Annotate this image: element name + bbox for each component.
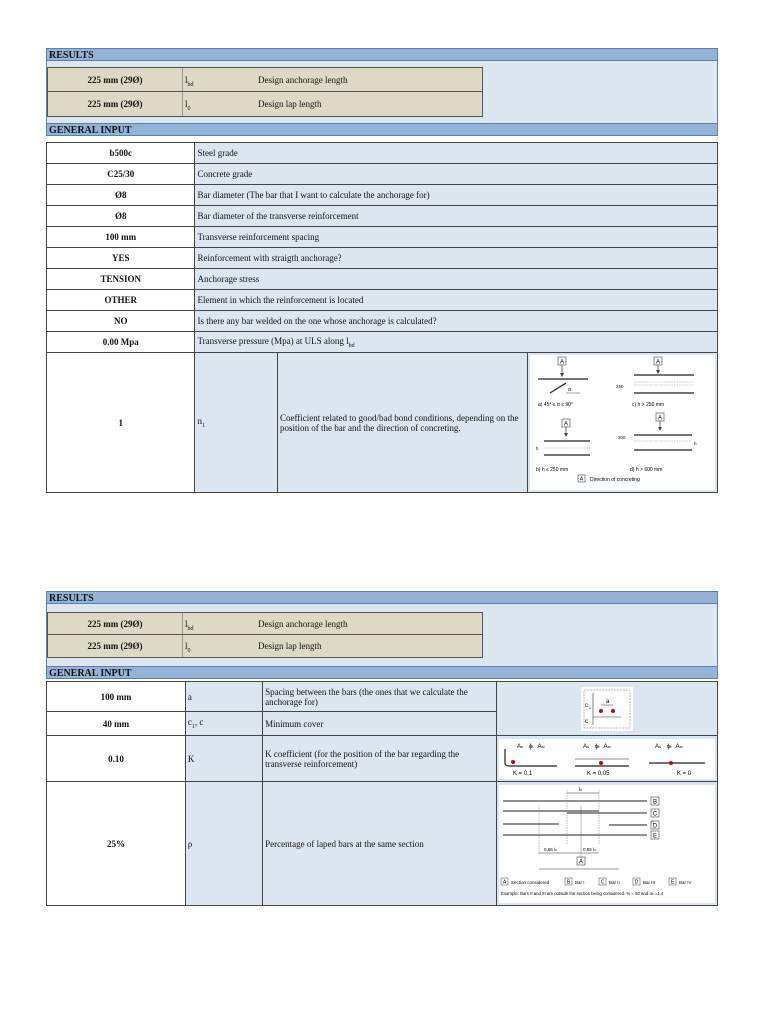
bar-b-label: B — [652, 799, 657, 805]
result-value: 225 mm (29Ø) — [48, 635, 183, 657]
lap-example-text: Example: Bars II and III are outside the section being considered. % = 50 and α6 =1,4 — [500, 890, 663, 896]
input-row — [47, 290, 718, 311]
input-row — [47, 227, 718, 248]
input-desc: Anchorage stress — [195, 269, 718, 290]
bar-d-label: D — [652, 823, 657, 829]
legend-e-box: E — [670, 879, 674, 885]
section-box-label: A — [578, 859, 583, 865]
input-row — [47, 248, 718, 269]
result-desc: Design lap length — [258, 641, 322, 651]
input-row — [47, 143, 718, 164]
legend-d-text: Bar III — [642, 879, 655, 885]
direction-box-label: A — [559, 359, 564, 366]
input-value[interactable]: YES — [47, 248, 195, 269]
spacing-figure — [496, 682, 717, 736]
panel-c-label: c) h > 250 mm — [631, 402, 664, 408]
general-input-header: GENERAL INPUT — [46, 123, 718, 136]
input-value[interactable]: C25/30 — [47, 164, 195, 185]
result-anchorage-row — [47, 67, 483, 92]
result-symbol: $l_0$ — [185, 99, 191, 112]
input-symbol: a — [185, 682, 262, 712]
k-label-0: K = 0 — [676, 770, 691, 777]
spacing-figure-svg — [581, 687, 633, 731]
input-desc: Transverse reinforcement spacing — [195, 227, 718, 248]
k-label-01: K = 0,1 — [512, 770, 532, 777]
input-value[interactable]: OTHER — [47, 290, 195, 311]
results-block — [46, 604, 718, 666]
dim-300-label: 300 — [617, 435, 626, 440]
dim-065-left: 0,65 l0 — [543, 846, 557, 852]
legend-d-box: D — [634, 879, 639, 885]
result-anchorage-row — [47, 612, 483, 635]
direction-box-label: A — [655, 359, 660, 366]
result-value: 225 mm (29Ø) — [48, 68, 183, 91]
result-lap-row — [47, 92, 483, 117]
legend-b-text: Bar I — [574, 879, 585, 885]
direction-box-label: A — [563, 421, 568, 428]
panel-b-label: b) h ≤ 250 mm — [535, 467, 568, 473]
input-row-lap-percentage — [47, 782, 718, 906]
input-value[interactable]: 25% — [47, 782, 186, 906]
general-input-table — [46, 142, 718, 493]
legend-label: Direction of concreting — [589, 477, 640, 483]
bond-condition-row — [47, 353, 718, 493]
result-lap-row — [47, 635, 483, 658]
k-coefficient-figure — [496, 736, 717, 782]
results-header: RESULTS — [46, 591, 718, 604]
input-symbol: ρ — [185, 782, 262, 906]
input-value[interactable]: 40 mm — [47, 712, 186, 736]
input-value[interactable]: 1 — [47, 353, 195, 493]
sheet-1 — [46, 48, 718, 493]
input-desc: Bar diameter of the transverse reinforcement — [195, 206, 718, 227]
input-desc: Spacing between the bars (the ones that we calculate the anchorage for) — [263, 682, 497, 712]
c1-sub-label: 1 — [588, 705, 591, 710]
input-symbol: K — [185, 736, 262, 782]
c1-label: c — [584, 702, 588, 709]
input-desc: Bar diameter (The bar that I want to calculate the anchorage for) — [195, 185, 718, 206]
input-value[interactable]: Ø8 — [47, 185, 195, 206]
input-value[interactable]: 100 mm — [47, 227, 195, 248]
input-row-k — [47, 736, 718, 782]
result-value: 225 mm (29Ø) — [48, 92, 183, 116]
legend-a-text: Section considered — [510, 879, 549, 885]
input-row — [47, 311, 718, 332]
input-desc: Coefficient related to good/bad bond conditions, depending on the position of the bar and the direction of concreting. — [277, 353, 527, 493]
input-row — [47, 269, 718, 290]
h-label: h — [693, 441, 697, 446]
input-symbol: $n_1$ — [195, 353, 277, 493]
input-desc: Concrete grade — [195, 164, 718, 185]
k1-symbols: As ϕt Ast — [516, 743, 545, 750]
input-value[interactable]: Ø8 — [47, 206, 195, 227]
input-value[interactable]: b500c — [47, 143, 195, 164]
input-desc: Steel grade — [195, 143, 718, 164]
bar-c-label: C — [652, 811, 657, 817]
lap-figure-svg — [499, 785, 709, 901]
legend-e-text: Bar IV — [678, 879, 692, 885]
k2-symbols: As ϕt Ast — [582, 743, 611, 750]
input-desc: Minimum cover — [263, 712, 497, 736]
input-value[interactable]: 100 mm — [47, 682, 186, 712]
result-desc: Design anchorage length — [258, 75, 348, 85]
result-desc: Design anchorage length — [258, 619, 348, 629]
h-label: h — [535, 446, 539, 451]
bond-conditions-figure — [527, 353, 717, 493]
sheet-2 — [46, 591, 718, 906]
dim-065-right: 0,65 l0 — [582, 846, 596, 852]
panel-d-label: d) h > 600 mm — [629, 467, 663, 473]
legend-box-label: A — [579, 476, 583, 483]
input-row — [47, 164, 718, 185]
result-desc: Design lap length — [258, 99, 322, 109]
results-header: RESULTS — [46, 48, 718, 61]
input-row — [47, 332, 718, 353]
input-desc: Reinforcement with straigth anchorage? — [195, 248, 718, 269]
results-block — [46, 61, 718, 123]
panel-a-label: a) 45° ≤ α ≤ 90° — [537, 402, 573, 408]
input-desc: Is there any bar welded on the one whose anchorage is calculated? — [195, 311, 718, 332]
bond-figure-svg — [530, 355, 698, 488]
input-desc: Element in which the reinforcement is located — [195, 290, 718, 311]
dim-250-label: 250 — [615, 384, 624, 389]
general-input-table — [46, 681, 718, 906]
input-symbol: $c_1$, c — [185, 712, 262, 736]
result-value: 225 mm (29Ø) — [48, 613, 183, 634]
direction-box-label: A — [657, 415, 662, 422]
input-desc: K coefficient (for the position of the bar regarding the transverse reinforcement) — [263, 736, 497, 782]
a-label: a — [605, 698, 610, 705]
input-value[interactable]: TENSION — [47, 269, 195, 290]
input-row — [47, 206, 718, 227]
input-row-spacing — [47, 682, 718, 712]
c-label: c — [584, 718, 588, 725]
input-desc: Transverse pressure (Mpa) at ULS along $l_{bd}$ — [195, 332, 718, 353]
lap-figure — [496, 782, 717, 906]
k-figure-svg — [499, 739, 709, 777]
legend-b-box: B — [566, 879, 570, 885]
result-symbol: $l_0$ — [185, 641, 191, 654]
input-row — [47, 185, 718, 206]
k3-symbols: As ϕt Ast — [654, 743, 683, 750]
k-label-005: K = 0,05 — [586, 770, 610, 777]
input-value[interactable]: NO — [47, 311, 195, 332]
input-value[interactable]: 0.00 Mpa — [47, 332, 195, 353]
legend-c-text: Bar II — [608, 879, 620, 885]
result-symbol: $l_{bd}$ — [185, 75, 194, 88]
l0-label: l0 — [578, 786, 582, 793]
legend-c-box: C — [600, 879, 605, 885]
alpha-label: α — [567, 387, 571, 393]
general-input-header: GENERAL INPUT — [46, 666, 718, 679]
legend-a-box: A — [502, 879, 506, 885]
input-desc: Percentage of laped bars at the same section — [263, 782, 497, 906]
input-value[interactable]: 0.10 — [47, 736, 186, 782]
bar-e-label: E — [652, 833, 657, 839]
result-symbol: $l_{bd}$ — [185, 619, 194, 632]
